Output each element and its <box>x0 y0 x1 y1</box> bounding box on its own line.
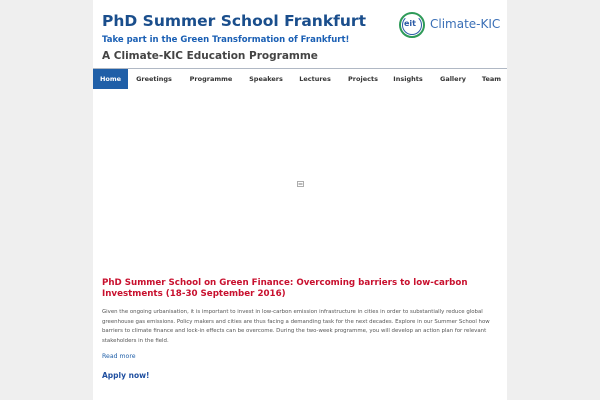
main-navigation <box>93 68 507 89</box>
page-container <box>93 0 507 400</box>
nav-item-gallery[interactable]: Gallery <box>439 75 467 83</box>
nav-item-greetings[interactable]: Greetings <box>136 75 172 83</box>
nav-item-programme[interactable]: Programme <box>189 75 233 83</box>
read-more-link[interactable]: Read more <box>102 353 136 360</box>
nav-item-speakers[interactable]: Speakers <box>249 75 283 83</box>
logo-brand-text: Climate-KIC <box>430 17 501 31</box>
nav-item-team[interactable]: Team <box>481 75 502 83</box>
logo-eit-text: eit <box>404 19 416 28</box>
loading-spinner-icon <box>297 181 304 187</box>
nav-item-home[interactable]: Home <box>93 69 128 89</box>
site-tagline: Take part in the Green Transformation of Frankfurt! <box>102 35 350 45</box>
nav-item-insights[interactable]: Insights <box>393 75 423 83</box>
site-subtitle: A Climate-KIC Education Programme <box>102 50 318 62</box>
article-headline[interactable]: PhD Summer School on Green Finance: Overcoming barriers to low-carbon Investments (18-30 September 2016) <box>102 278 468 299</box>
apply-now-link[interactable]: Apply now! <box>102 371 150 380</box>
article-body: Given the ongoing urbanisation, it is important to invest in low-carbon emission infrastructure in cities in order to substantially reduce global greenhouse gas emissions. Policy makers and cities are thus facing a demanding task for the next decades. Explore in our Summer School how barriers to climate finance and lock-in effects can be overcome. During the two-week programme, you will develop an action plan for relevant stakeholders in the field. <box>102 309 490 344</box>
nav-item-lectures[interactable]: Lectures <box>299 75 331 83</box>
site-title[interactable]: PhD Summer School Frankfurt <box>102 12 366 30</box>
climate-kic-logo[interactable] <box>399 11 501 43</box>
nav-item-projects[interactable]: Projects <box>348 75 378 83</box>
